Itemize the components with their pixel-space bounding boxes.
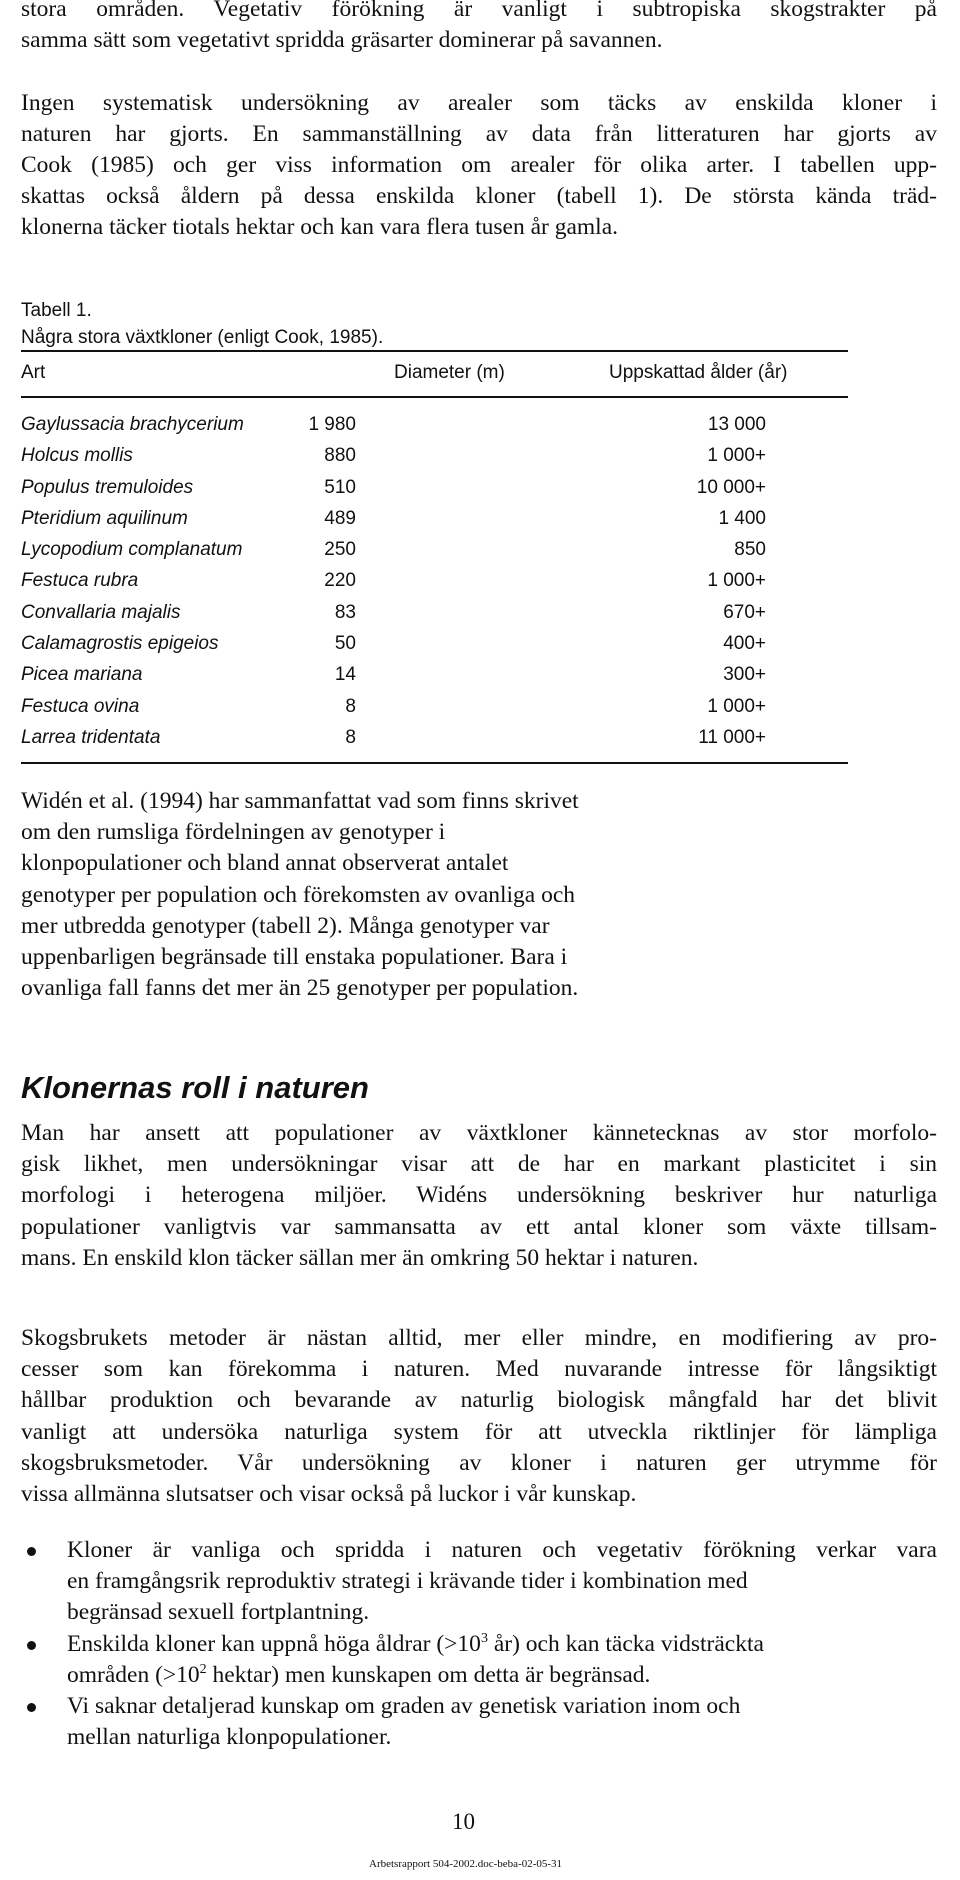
list-item bbox=[21, 1691, 937, 1753]
table-row bbox=[21, 662, 848, 693]
cell-diameter: 510 bbox=[324, 476, 356, 498]
cell-age: 670+ bbox=[723, 601, 766, 623]
text-fragment: år) och kan täcka vidsträckta bbox=[487, 1630, 764, 1657]
cell-art: Lycopodium complanatum bbox=[21, 539, 243, 561]
text-line: om den rumsliga fördelningen av genotyper i bbox=[21, 819, 446, 846]
cell-diameter: 489 bbox=[324, 507, 356, 529]
cell-art: Festuca rubra bbox=[21, 570, 139, 592]
text-line: naturen har gjorts. En sammanställning av data från litteraturen har gjorts av bbox=[21, 120, 937, 147]
cell-age: 850 bbox=[734, 539, 766, 561]
header-diameter: Diameter (m) bbox=[394, 362, 505, 383]
cell-art: Gaylussacia brachycerium bbox=[21, 414, 244, 435]
text-line: vanligt att undersöka naturliga system för att utveckla riktlinjer för lämpliga bbox=[21, 1418, 937, 1445]
table-row bbox=[21, 568, 848, 599]
blank-line bbox=[21, 56, 937, 87]
conclusion-list bbox=[21, 1535, 937, 1753]
text-line: Kloner är vanliga och spridda i naturen och vegetativ förökning verkar vara bbox=[67, 1537, 937, 1563]
cell-art: Convallaria majalis bbox=[21, 601, 181, 623]
cell-age: 400+ bbox=[723, 633, 766, 655]
page-footer: Arbetsrapport 504-2002.doc-beba-02-05-31 bbox=[369, 1858, 563, 1870]
header-art: Art bbox=[21, 362, 46, 383]
forestry-paragraph bbox=[21, 1323, 937, 1510]
list-item bbox=[21, 1535, 937, 1629]
text-line: populationer vanligtvis var sammansatta av ett antal kloner som växte tillsam- bbox=[21, 1213, 937, 1240]
table-caption-title: Några stora växtkloner (enligt Cook, 1985). bbox=[21, 327, 384, 348]
text-line: hållbar produktion och bevarande av naturlig biologisk mångfald har det blivit bbox=[21, 1387, 937, 1414]
table-header-row bbox=[21, 350, 848, 398]
roll-paragraph bbox=[21, 1118, 937, 1274]
cell-diameter: 220 bbox=[324, 570, 356, 592]
text-line: Cook (1985) och ger viss information om arealer för olika arter. I tabellen upp- bbox=[21, 152, 937, 179]
text-line: ovanliga fall fanns det mer än 25 genotyper per population. bbox=[21, 975, 579, 1002]
table-caption bbox=[21, 297, 937, 351]
table-row bbox=[21, 475, 848, 506]
text-line: gisk likhet, men undersökningar visar att de har en markant plasticitet i sin bbox=[21, 1151, 937, 1178]
superscript: 3 bbox=[480, 1630, 488, 1646]
text-line: begränsad sexuell fortplantning. bbox=[67, 1599, 370, 1626]
superscript: 2 bbox=[199, 1661, 207, 1677]
text-line: Vi saknar detaljerad kunskap om graden av genetisk variation inom och bbox=[67, 1693, 741, 1720]
cell-diameter: 83 bbox=[334, 601, 356, 623]
text-line: Man har ansett att populationer av växtkloner kännetecknas av stor morfolo- bbox=[21, 1120, 937, 1146]
bullet-icon bbox=[27, 1641, 36, 1650]
table-row bbox=[21, 725, 848, 756]
text-line: stora områden. Vegetativ förökning är vanligt i subtropiska skogstrakter på bbox=[21, 0, 937, 22]
cell-art: Calamagrostis epigeios bbox=[21, 633, 219, 655]
cell-age: 300+ bbox=[723, 664, 766, 686]
text-line: en framgångsrik reproduktiv strategi i krävande tider i kombination med bbox=[67, 1568, 748, 1595]
text-line: genotyper per population och förekomsten av ovanliga och bbox=[21, 881, 576, 908]
intro-paragraph bbox=[21, 0, 937, 244]
text-line: morfologi i heterogena miljöer. Widéns undersökning beskriver hur naturliga bbox=[21, 1182, 937, 1209]
text-line: mer utbredda genotyper (tabell 2). Många genotyper var bbox=[21, 912, 550, 939]
cell-art: Larrea tridentata bbox=[21, 726, 161, 748]
bullet-icon bbox=[27, 1703, 36, 1712]
text-line: klonerna täcker tiotals hektar och kan vara flera tusen år gamla. bbox=[21, 214, 619, 241]
bullet-icon bbox=[27, 1547, 36, 1556]
cell-diameter: 50 bbox=[334, 633, 356, 655]
text-line: vissa allmänna slutsatser och visar också på luckor i vår kunskap. bbox=[21, 1481, 637, 1508]
widen-paragraph bbox=[21, 786, 721, 1004]
cell-diameter: 880 bbox=[324, 445, 356, 467]
cell-age: 1 000+ bbox=[707, 695, 766, 717]
text-line: klonpopulationer och bland annat observerat antalet bbox=[21, 850, 509, 877]
table-row bbox=[21, 600, 848, 631]
cell-age: 13 000 bbox=[707, 414, 766, 435]
cell-diameter: 14 bbox=[334, 664, 356, 686]
text-line: skattas också åldern på dessa enskilda kloner (tabell 1). De största kända träd- bbox=[21, 183, 937, 210]
text-line bbox=[67, 1660, 937, 1691]
text-line: Widén et al. (1994) har sammanfattat vad som finns skrivet bbox=[21, 788, 579, 814]
cell-age: 11 000+ bbox=[698, 726, 766, 748]
text-line: Skogsbrukets metoder är nästan alltid, mer eller mindre, en modifiering av pro- bbox=[21, 1325, 937, 1351]
header-age: Uppskattad ålder (år) bbox=[609, 362, 788, 383]
table-row bbox=[21, 631, 848, 662]
cell-diameter: 8 bbox=[345, 726, 356, 748]
cell-diameter: 1 980 bbox=[308, 414, 356, 435]
page-number: 10 bbox=[452, 1809, 475, 1834]
table-body bbox=[21, 398, 848, 764]
section-heading: Klonernas roll i naturen bbox=[21, 1070, 369, 1105]
cell-age: 1 400 bbox=[718, 507, 766, 529]
text-fragment: Enskilda kloner kan uppnå höga åldrar (>10 bbox=[67, 1630, 481, 1657]
table-row bbox=[21, 694, 848, 725]
text-fragment: områden (>10 bbox=[67, 1661, 200, 1688]
clone-table bbox=[21, 350, 848, 764]
cell-art: Festuca ovina bbox=[21, 695, 140, 717]
text-line bbox=[67, 1629, 937, 1660]
table-row bbox=[21, 443, 848, 474]
text-line: skogsbruksmetoder. Vår undersökning av kloner i naturen ger utrymme för bbox=[21, 1449, 937, 1476]
text-fragment: hektar) men kunskapen om detta är begränsad. bbox=[206, 1661, 651, 1688]
cell-art: Holcus mollis bbox=[21, 445, 133, 467]
cell-age: 1 000+ bbox=[707, 445, 766, 467]
text-line: uppenbarligen begränsade till enstaka populationer. Bara i bbox=[21, 944, 568, 971]
cell-age: 10 000+ bbox=[696, 476, 766, 498]
table-row bbox=[21, 537, 848, 568]
cell-art: Pteridium aquilinum bbox=[21, 507, 188, 529]
table-row bbox=[21, 506, 848, 537]
cell-age: 1 000+ bbox=[707, 570, 766, 592]
cell-art: Populus tremuloides bbox=[21, 476, 194, 498]
text-line: mans. En enskild klon täcker sällan mer än omkring 50 hektar i naturen. bbox=[21, 1244, 699, 1271]
table-caption-label: Tabell 1. bbox=[21, 300, 92, 321]
text-line: samma sätt som vegetativt spridda gräsarter dominerar på savannen. bbox=[21, 27, 663, 54]
text-line: Ingen systematisk undersökning av arealer som täcks av enskilda kloner i bbox=[21, 89, 937, 116]
text-line: mellan naturliga klonpopulationer. bbox=[67, 1724, 392, 1751]
table-row bbox=[21, 412, 848, 443]
text-line: cesser som kan förekomma i naturen. Med nuvarande intresse för långsiktigt bbox=[21, 1356, 937, 1383]
cell-diameter: 250 bbox=[324, 539, 356, 561]
list-item bbox=[21, 1629, 937, 1691]
cell-art: Picea mariana bbox=[21, 664, 143, 686]
cell-diameter: 8 bbox=[345, 695, 356, 717]
